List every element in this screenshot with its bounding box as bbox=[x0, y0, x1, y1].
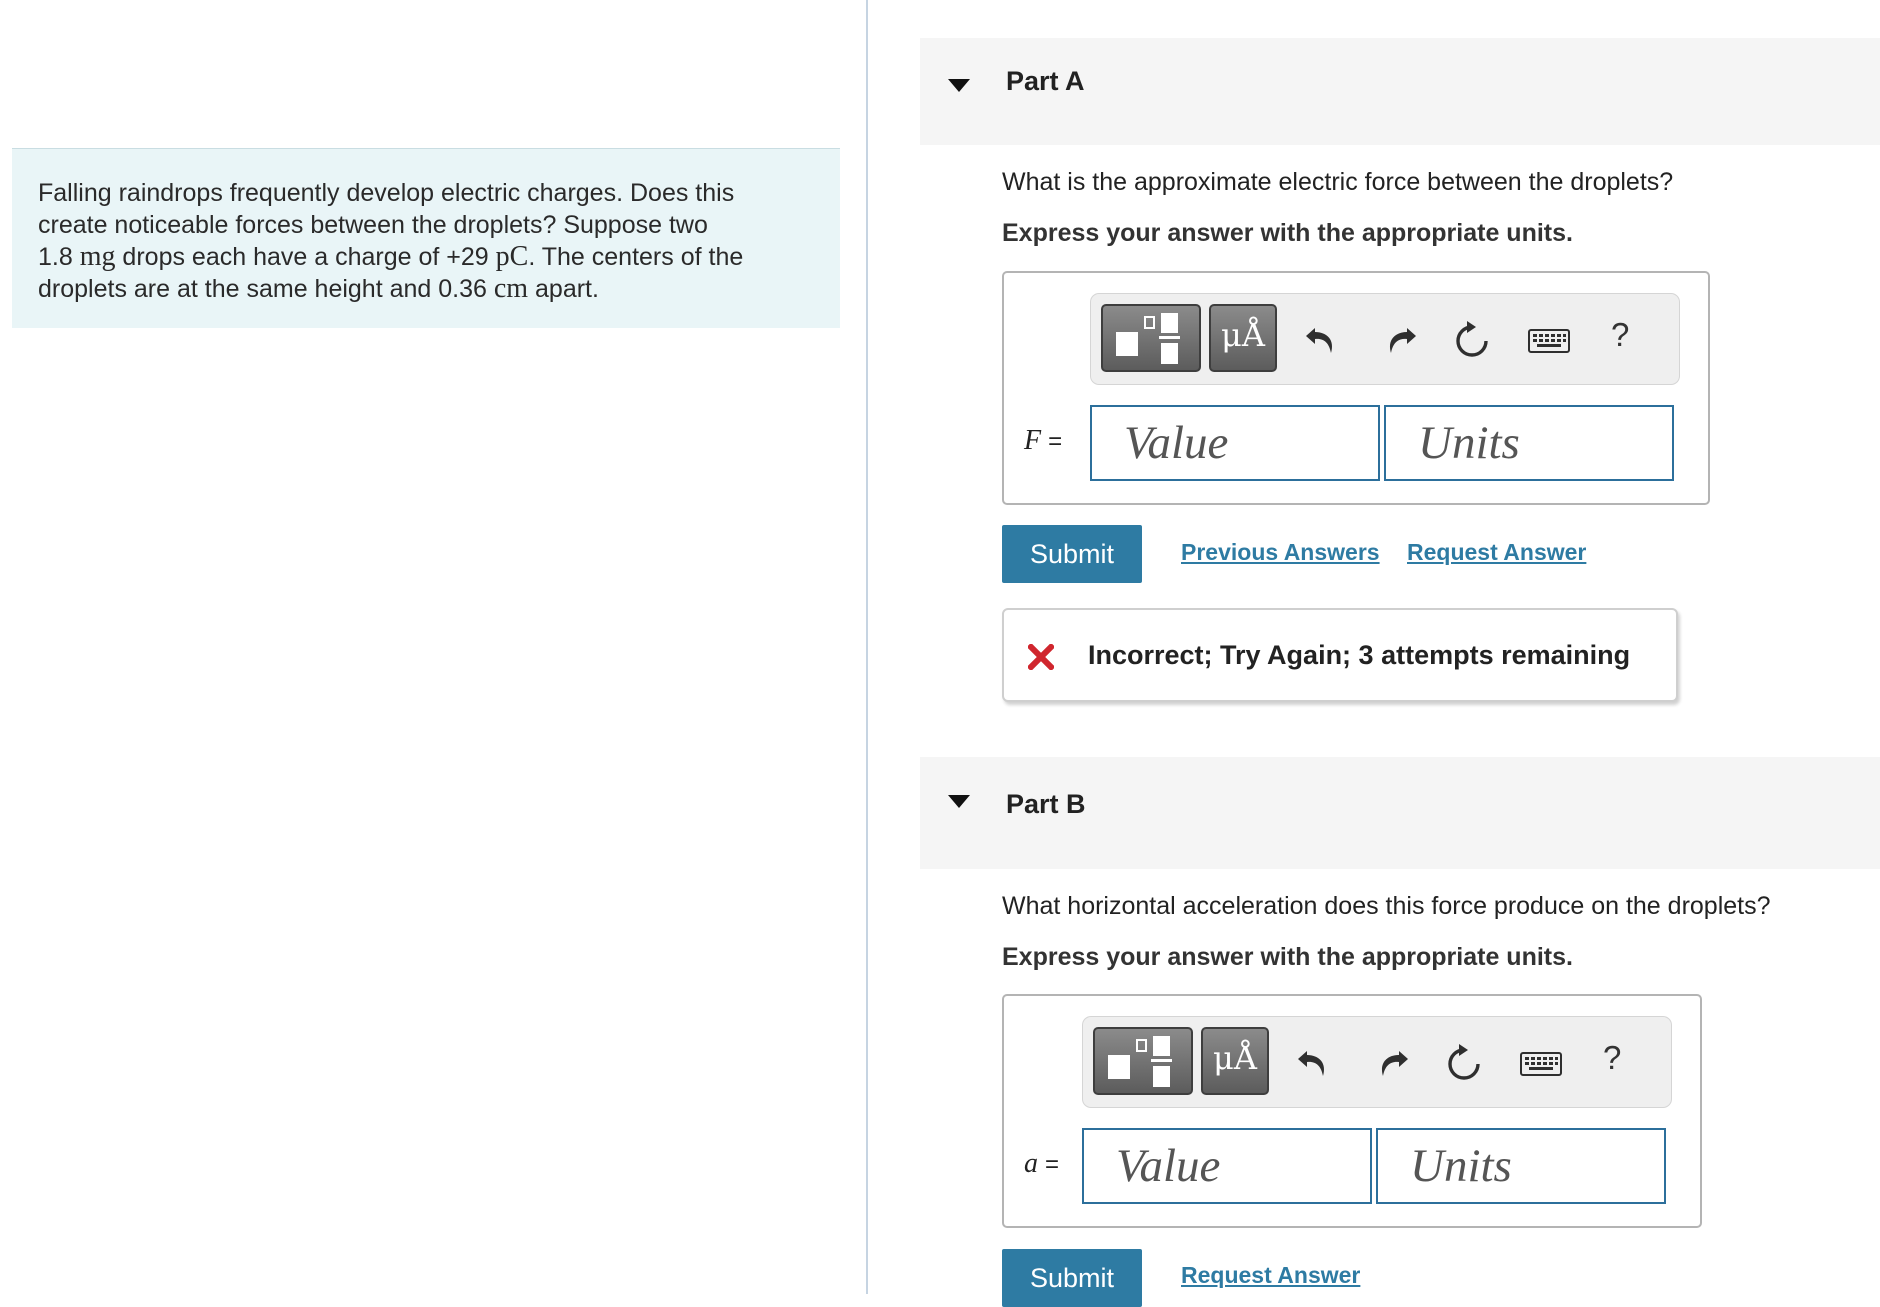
part-a-header[interactable] bbox=[920, 38, 1880, 145]
equals-sign: = bbox=[1048, 428, 1063, 455]
part-a-question: What is the approximate electric force between the droplets? bbox=[1002, 168, 1674, 196]
problem-text-3: drops each have a charge of +29 bbox=[115, 243, 496, 271]
feedback-box bbox=[1002, 608, 1678, 702]
part-a-answer-box bbox=[1002, 271, 1710, 505]
template-icon bbox=[1116, 332, 1138, 356]
help-button[interactable]: ? bbox=[1611, 316, 1630, 353]
part-a-submit-button[interactable]: Submit bbox=[1002, 525, 1142, 583]
template-icon bbox=[1108, 1055, 1130, 1079]
keyboard-icon[interactable] bbox=[1519, 1045, 1563, 1085]
math-toolbar bbox=[1090, 293, 1680, 385]
units-button[interactable] bbox=[1201, 1027, 1269, 1095]
undo-icon[interactable] bbox=[1295, 1043, 1335, 1083]
part-b-variable-label bbox=[1024, 1148, 1059, 1180]
problem-text-4: . The centers of the bbox=[528, 243, 744, 271]
mass-value: 1.8 bbox=[38, 243, 80, 271]
part-a-value-input[interactable] bbox=[1090, 405, 1380, 481]
problem-text-1: Falling raindrops frequently develop electric charges. Does this bbox=[38, 179, 735, 207]
redo-icon[interactable] bbox=[1379, 320, 1419, 360]
part-b-units-input[interactable] bbox=[1376, 1128, 1666, 1204]
triangle-down-icon[interactable] bbox=[948, 79, 970, 92]
variable-a: a bbox=[1024, 1148, 1038, 1179]
equals-sign: = bbox=[1045, 1151, 1060, 1178]
redo-icon[interactable] bbox=[1371, 1043, 1411, 1083]
part-b-question: What horizontal acceleration does this force produce on the droplets? bbox=[1002, 892, 1771, 920]
part-b-answer-box bbox=[1002, 994, 1702, 1228]
units-button-label: μÅ bbox=[1221, 316, 1265, 354]
part-b-request-answer-link[interactable]: Request Answer bbox=[1181, 1262, 1361, 1288]
keyboard-icon[interactable] bbox=[1527, 322, 1571, 362]
units-button[interactable] bbox=[1209, 304, 1277, 372]
separation-unit: cm bbox=[493, 273, 529, 304]
variable-f: F bbox=[1024, 425, 1042, 456]
problem-text-6: apart. bbox=[528, 275, 599, 303]
feedback-message: Incorrect; Try Again; 3 attempts remaining bbox=[1088, 640, 1631, 670]
part-b-instruction: Express your answer with the appropriate units. bbox=[1002, 943, 1573, 971]
x-mark-icon bbox=[1028, 644, 1054, 670]
part-b-submit-button[interactable]: Submit bbox=[1002, 1249, 1142, 1307]
problem-statement bbox=[12, 148, 840, 328]
charge-unit: pC bbox=[495, 241, 529, 272]
templates-button[interactable] bbox=[1093, 1027, 1193, 1095]
part-a-units-input[interactable] bbox=[1384, 405, 1674, 481]
units-button-label: μÅ bbox=[1213, 1039, 1257, 1077]
mass-unit: mg bbox=[79, 241, 116, 272]
reset-icon[interactable] bbox=[1452, 320, 1492, 360]
reset-icon[interactable] bbox=[1444, 1043, 1484, 1083]
part-b-header[interactable] bbox=[920, 757, 1880, 869]
triangle-down-icon[interactable] bbox=[948, 795, 970, 808]
panel-divider bbox=[866, 0, 868, 1294]
undo-icon[interactable] bbox=[1303, 320, 1343, 360]
part-b-value-input[interactable] bbox=[1082, 1128, 1372, 1204]
help-button[interactable]: ? bbox=[1603, 1039, 1622, 1076]
part-a-title: Part A bbox=[1006, 66, 1085, 96]
previous-answers-link[interactable]: Previous Answers bbox=[1181, 539, 1380, 565]
part-a-instruction: Express your answer with the appropriate units. bbox=[1002, 219, 1573, 247]
math-toolbar bbox=[1082, 1016, 1672, 1108]
problem-text-5: droplets are at the same height and 0.36 bbox=[38, 275, 494, 303]
problem-text-2: create noticeable forces between the droplets? Suppose two bbox=[38, 211, 708, 239]
part-b-title: Part B bbox=[1006, 789, 1086, 819]
part-a-request-answer-link[interactable]: Request Answer bbox=[1407, 539, 1587, 565]
templates-button[interactable] bbox=[1101, 304, 1201, 372]
part-a-variable-label bbox=[1024, 425, 1062, 457]
